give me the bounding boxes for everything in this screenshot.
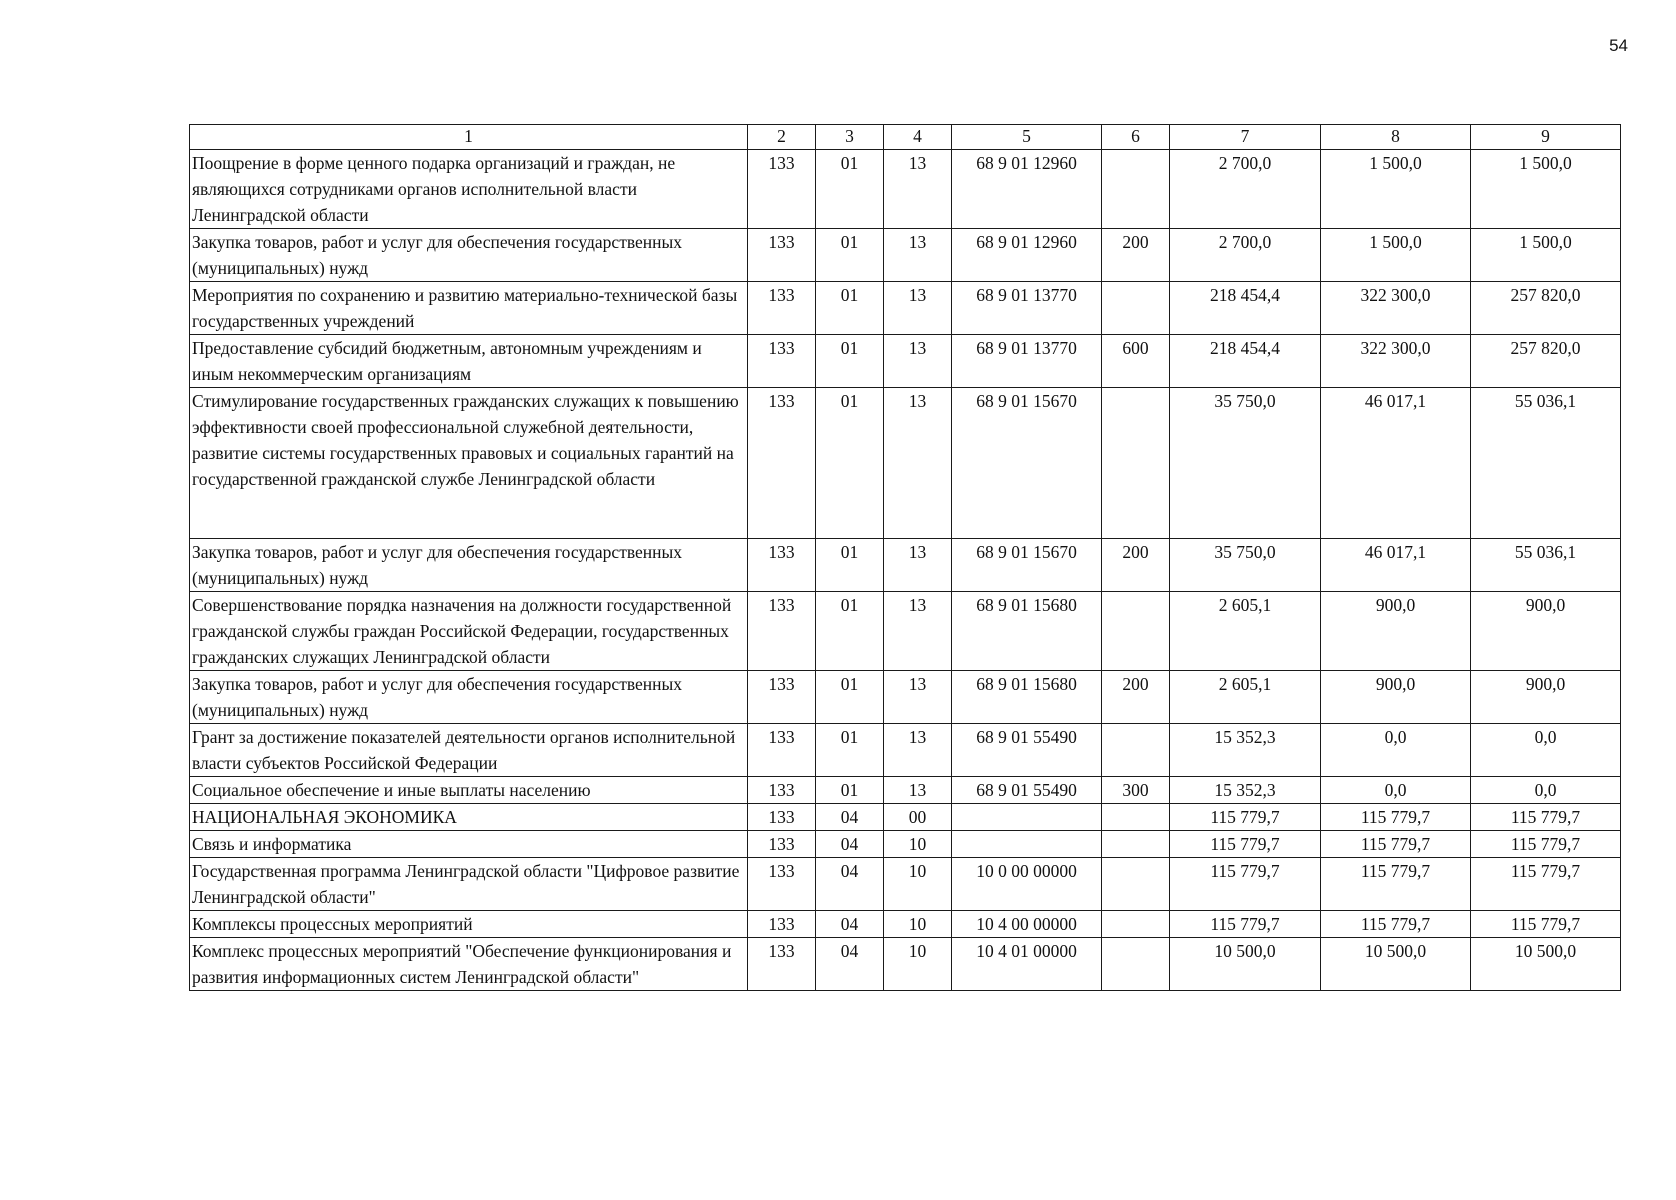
admin-code-cell: 133 <box>748 282 816 335</box>
section-code-cell: 01 <box>816 388 884 539</box>
row-name-cell: Комплексы процессных мероприятий <box>190 911 748 938</box>
table-row <box>190 858 1621 911</box>
amount-col8-cell: 322 300,0 <box>1321 282 1471 335</box>
table-row <box>190 671 1621 724</box>
target-article-cell <box>952 804 1102 831</box>
table-row <box>190 938 1621 991</box>
expense-type-cell: 300 <box>1102 777 1170 804</box>
section-code-cell: 01 <box>816 150 884 229</box>
expense-type-cell: 600 <box>1102 335 1170 388</box>
budget-table <box>189 124 1621 991</box>
amount-col8-cell: 900,0 <box>1321 592 1471 671</box>
amount-col8-cell: 10 500,0 <box>1321 938 1471 991</box>
amount-col9-cell: 115 779,7 <box>1471 831 1621 858</box>
amount-col9-cell: 257 820,0 <box>1471 282 1621 335</box>
target-article-cell: 68 9 01 13770 <box>952 335 1102 388</box>
amount-col8-cell: 900,0 <box>1321 671 1471 724</box>
section-code-cell: 04 <box>816 831 884 858</box>
table-row <box>190 911 1621 938</box>
row-name-cell: Связь и информатика <box>190 831 748 858</box>
table-row <box>190 282 1621 335</box>
subsection-code-cell: 13 <box>884 335 952 388</box>
amount-col9-cell: 1 500,0 <box>1471 150 1621 229</box>
amount-col7-cell: 115 779,7 <box>1170 804 1321 831</box>
admin-code-cell: 133 <box>748 831 816 858</box>
subsection-code-cell: 13 <box>884 777 952 804</box>
admin-code-cell: 133 <box>748 539 816 592</box>
amount-col7-cell: 218 454,4 <box>1170 335 1321 388</box>
expense-type-cell <box>1102 831 1170 858</box>
target-article-cell <box>952 831 1102 858</box>
amount-col8-cell: 46 017,1 <box>1321 539 1471 592</box>
section-code-cell: 01 <box>816 724 884 777</box>
subsection-code-cell: 10 <box>884 938 952 991</box>
target-article-cell: 68 9 01 15670 <box>952 388 1102 539</box>
section-code-cell: 01 <box>816 671 884 724</box>
admin-code-cell: 133 <box>748 911 816 938</box>
subsection-code-cell: 13 <box>884 539 952 592</box>
amount-col7-cell: 2 700,0 <box>1170 150 1321 229</box>
target-article-cell: 68 9 01 13770 <box>952 282 1102 335</box>
header-cell-1: 1 <box>190 125 748 150</box>
header-cell-3: 3 <box>816 125 884 150</box>
amount-col9-cell: 115 779,7 <box>1471 804 1621 831</box>
subsection-code-cell: 13 <box>884 229 952 282</box>
amount-col9-cell: 10 500,0 <box>1471 938 1621 991</box>
section-code-cell: 04 <box>816 938 884 991</box>
header-cell-8: 8 <box>1321 125 1471 150</box>
amount-col7-cell: 115 779,7 <box>1170 858 1321 911</box>
amount-col8-cell: 115 779,7 <box>1321 831 1471 858</box>
row-name-cell: Поощрение в форме ценного подарка организаций и граждан, не являющихся сотрудниками органов исполнительной власти Ленинградской области <box>190 150 748 229</box>
header-cell-5: 5 <box>952 125 1102 150</box>
subsection-code-cell: 13 <box>884 282 952 335</box>
table-row <box>190 777 1621 804</box>
subsection-code-cell: 00 <box>884 804 952 831</box>
amount-col7-cell: 15 352,3 <box>1170 724 1321 777</box>
amount-col9-cell: 0,0 <box>1471 777 1621 804</box>
amount-col8-cell: 46 017,1 <box>1321 388 1471 539</box>
table-row <box>190 335 1621 388</box>
expense-type-cell <box>1102 388 1170 539</box>
table-row <box>190 539 1621 592</box>
amount-col7-cell: 2 605,1 <box>1170 671 1321 724</box>
row-name-cell: Стимулирование государственных гражданских служащих к повышению эффективности своей профессиональной служебной деятельности, развитие системы государственных правовых и социальных гарантий на государственной гражданской службе Ленинградской области <box>190 388 748 539</box>
section-code-cell: 01 <box>816 592 884 671</box>
target-article-cell: 68 9 01 15670 <box>952 539 1102 592</box>
target-article-cell: 68 9 01 15680 <box>952 671 1102 724</box>
target-article-cell: 10 0 00 00000 <box>952 858 1102 911</box>
header-cell-6: 6 <box>1102 125 1170 150</box>
table-row <box>190 804 1621 831</box>
admin-code-cell: 133 <box>748 938 816 991</box>
section-code-cell: 01 <box>816 777 884 804</box>
table-row <box>190 229 1621 282</box>
table-row <box>190 150 1621 229</box>
expense-type-cell <box>1102 938 1170 991</box>
row-name-cell: Социальное обеспечение и иные выплаты населению <box>190 777 748 804</box>
subsection-code-cell: 10 <box>884 831 952 858</box>
admin-code-cell: 133 <box>748 150 816 229</box>
expense-type-cell <box>1102 592 1170 671</box>
table-body <box>190 125 1621 991</box>
admin-code-cell: 133 <box>748 335 816 388</box>
section-code-cell: 04 <box>816 911 884 938</box>
amount-col9-cell: 1 500,0 <box>1471 229 1621 282</box>
target-article-cell: 10 4 00 00000 <box>952 911 1102 938</box>
target-article-cell: 68 9 01 15680 <box>952 592 1102 671</box>
admin-code-cell: 133 <box>748 671 816 724</box>
header-cell-4: 4 <box>884 125 952 150</box>
amount-col9-cell: 55 036,1 <box>1471 388 1621 539</box>
amount-col9-cell: 900,0 <box>1471 671 1621 724</box>
row-name-cell: Грант за достижение показателей деятельности органов исполнительной власти субъектов Российской Федерации <box>190 724 748 777</box>
admin-code-cell: 133 <box>748 804 816 831</box>
table-row <box>190 592 1621 671</box>
header-cell-9: 9 <box>1471 125 1621 150</box>
row-name-cell: Закупка товаров, работ и услуг для обеспечения государственных (муниципальных) нужд <box>190 229 748 282</box>
amount-col7-cell: 2 605,1 <box>1170 592 1321 671</box>
admin-code-cell: 133 <box>748 388 816 539</box>
row-name-cell: Закупка товаров, работ и услуг для обеспечения государственных (муниципальных) нужд <box>190 671 748 724</box>
table-row <box>190 831 1621 858</box>
section-code-cell: 04 <box>816 804 884 831</box>
admin-code-cell: 133 <box>748 777 816 804</box>
amount-col8-cell: 0,0 <box>1321 777 1471 804</box>
target-article-cell: 68 9 01 55490 <box>952 724 1102 777</box>
expense-type-cell <box>1102 150 1170 229</box>
subsection-code-cell: 13 <box>884 724 952 777</box>
table-row <box>190 724 1621 777</box>
amount-col7-cell: 218 454,4 <box>1170 282 1321 335</box>
section-code-cell: 01 <box>816 229 884 282</box>
amount-col7-cell: 35 750,0 <box>1170 539 1321 592</box>
admin-code-cell: 133 <box>748 229 816 282</box>
row-name-cell: Совершенствование порядка назначения на должности государственной гражданской службы граждан Российской Федерации, государственных гражданских служащих Ленинградской области <box>190 592 748 671</box>
subsection-code-cell: 13 <box>884 388 952 539</box>
amount-col9-cell: 0,0 <box>1471 724 1621 777</box>
expense-type-cell <box>1102 724 1170 777</box>
admin-code-cell: 133 <box>748 592 816 671</box>
amount-col9-cell: 115 779,7 <box>1471 911 1621 938</box>
header-cell-2: 2 <box>748 125 816 150</box>
subsection-code-cell: 13 <box>884 671 952 724</box>
amount-col7-cell: 2 700,0 <box>1170 229 1321 282</box>
target-article-cell: 68 9 01 12960 <box>952 229 1102 282</box>
row-name-cell: Предоставление субсидий бюджетным, автономным учреждениям и иным некоммерческим организациям <box>190 335 748 388</box>
amount-col7-cell: 35 750,0 <box>1170 388 1321 539</box>
subsection-code-cell: 13 <box>884 592 952 671</box>
target-article-cell: 10 4 01 00000 <box>952 938 1102 991</box>
admin-code-cell: 133 <box>748 724 816 777</box>
page-number: 54 <box>1609 36 1628 55</box>
amount-col8-cell: 322 300,0 <box>1321 335 1471 388</box>
target-article-cell: 68 9 01 12960 <box>952 150 1102 229</box>
row-name-cell: Мероприятия по сохранению и развитию материально-технической базы государственных учреждений <box>190 282 748 335</box>
amount-col8-cell: 0,0 <box>1321 724 1471 777</box>
amount-col8-cell: 115 779,7 <box>1321 858 1471 911</box>
expense-type-cell <box>1102 804 1170 831</box>
expense-type-cell <box>1102 858 1170 911</box>
amount-col9-cell: 257 820,0 <box>1471 335 1621 388</box>
amount-col9-cell: 115 779,7 <box>1471 858 1621 911</box>
row-name-cell: Комплекс процессных мероприятий "Обеспечение функционирования и развития информационных систем Ленинградской области" <box>190 938 748 991</box>
subsection-code-cell: 13 <box>884 150 952 229</box>
target-article-cell: 68 9 01 55490 <box>952 777 1102 804</box>
row-name-cell: НАЦИОНАЛЬНАЯ ЭКОНОМИКА <box>190 804 748 831</box>
expense-type-cell <box>1102 282 1170 335</box>
expense-type-cell: 200 <box>1102 229 1170 282</box>
subsection-code-cell: 10 <box>884 911 952 938</box>
amount-col7-cell: 10 500,0 <box>1170 938 1321 991</box>
header-cell-7: 7 <box>1170 125 1321 150</box>
amount-col7-cell: 115 779,7 <box>1170 911 1321 938</box>
section-code-cell: 01 <box>816 282 884 335</box>
row-name-cell: Государственная программа Ленинградской области "Цифровое развитие Ленинградской области" <box>190 858 748 911</box>
subsection-code-cell: 10 <box>884 858 952 911</box>
admin-code-cell: 133 <box>748 858 816 911</box>
amount-col8-cell: 1 500,0 <box>1321 150 1471 229</box>
amount-col7-cell: 15 352,3 <box>1170 777 1321 804</box>
table-row <box>190 388 1621 539</box>
expense-type-cell: 200 <box>1102 671 1170 724</box>
amount-col8-cell: 1 500,0 <box>1321 229 1471 282</box>
section-code-cell: 01 <box>816 335 884 388</box>
amount-col8-cell: 115 779,7 <box>1321 911 1471 938</box>
amount-col9-cell: 55 036,1 <box>1471 539 1621 592</box>
amount-col7-cell: 115 779,7 <box>1170 831 1321 858</box>
expense-type-cell: 200 <box>1102 539 1170 592</box>
row-name-cell: Закупка товаров, работ и услуг для обеспечения государственных (муниципальных) нужд <box>190 539 748 592</box>
expense-type-cell <box>1102 911 1170 938</box>
section-code-cell: 01 <box>816 539 884 592</box>
amount-col8-cell: 115 779,7 <box>1321 804 1471 831</box>
section-code-cell: 04 <box>816 858 884 911</box>
table-header-row <box>190 125 1621 150</box>
amount-col9-cell: 900,0 <box>1471 592 1621 671</box>
